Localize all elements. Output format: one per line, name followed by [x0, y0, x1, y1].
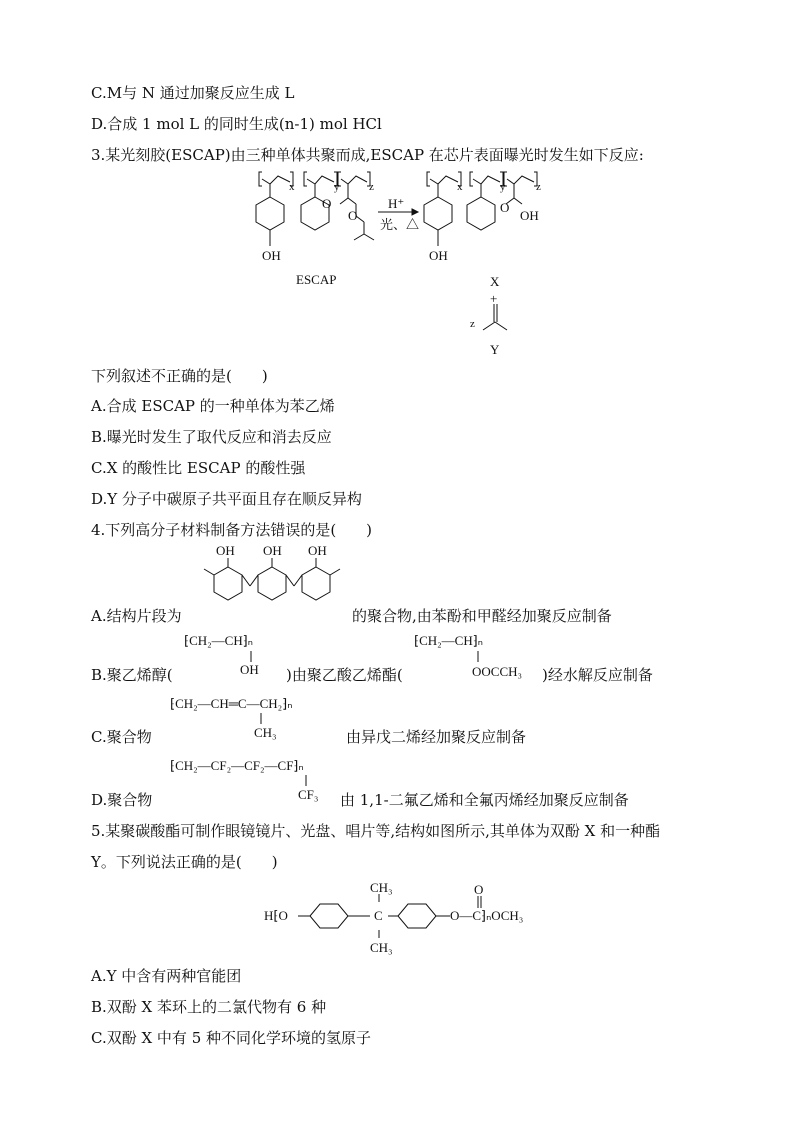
x-carbonyl-o: O	[500, 200, 510, 215]
x-z-sub: z	[536, 181, 541, 193]
escap-z-sub: z	[369, 181, 374, 193]
q4-option-c-pre: C.聚合物	[91, 728, 152, 746]
poly-c-chain: ⁅CH₂—CH═C—CH₂⁆ₙ	[170, 696, 293, 711]
q4-option-a-pre: A.结构片段为	[91, 607, 182, 625]
question-5-stem-2: Y。下列说法正确的是( )	[91, 853, 278, 871]
q4-option-b-pre: B.聚乙烯醇(	[91, 666, 173, 684]
condition-light-heat: 光、△	[380, 217, 420, 232]
resin-oh-1: OH	[216, 543, 235, 558]
resin-oh-3: OH	[308, 543, 327, 558]
pc-methyl-bottom: CH₃	[370, 940, 393, 955]
question-5-stem-1: 5.某聚碳酸酯可制作眼镜镜片、光盘、唱片等,结构如图所示,其单体为双酚 X 和一种酯	[91, 822, 661, 840]
x-y-sub: y	[500, 181, 506, 193]
escap-oh-label: OH	[262, 248, 281, 263]
y-label: Y	[490, 342, 500, 357]
x-label: X	[490, 274, 500, 289]
y-z-label: z	[470, 318, 475, 330]
pva-chain: ⁅CH₂—CH⁆ₙ	[184, 633, 253, 648]
q3-option-b: B.曝光时发生了取代反应和消去反应	[91, 428, 332, 446]
q4-option-d-pre: D.聚合物	[91, 791, 153, 809]
q4-option-b-mid: )由聚乙酸乙烯酯(	[286, 666, 403, 684]
q3-option-d: D.Y 分子中碳原子共平面且存在顺反异构	[91, 490, 362, 508]
resin-oh-2: OH	[263, 543, 282, 558]
x-oh-label: OH	[429, 248, 448, 263]
pc-methyl-top: CH₃	[370, 880, 393, 895]
question-3-stem: 3.某光刻胶(ESCAP)由三种单体共聚而成,ESCAP 在芯片表面曝光时发生如下反应:	[91, 146, 644, 164]
pc-quaternary-c: C	[374, 908, 383, 923]
plus-sign: +	[490, 291, 498, 306]
poly-d-chain: ⁅CH₂—CF₂—CF₂—CF⁆ₙ	[170, 758, 304, 773]
q4-option-b-post: )经水解反应制备	[542, 666, 653, 684]
q5-option-b: B.双酚 X 苯环上的二氯代物有 6 种	[91, 998, 327, 1016]
q5-option-a: A.Y 中含有两种官能团	[91, 967, 242, 985]
poly-c-methyl: CH₃	[254, 725, 277, 740]
option-c-line: C.M与 N 通过加聚反应生成 L	[91, 84, 295, 102]
escap-x-sub: x	[289, 181, 295, 193]
option-d-line: D.合成 1 mol L 的同时生成(n-1) mol HCl	[91, 115, 382, 133]
escap-carbonyl-o: O	[322, 196, 332, 211]
escap-ester-o: O	[348, 208, 358, 223]
q3-option-c: C.X 的酸性比 ESCAP 的酸性强	[91, 459, 306, 477]
pc-carbonate-end: O—C⁆ₙOCH₃	[450, 908, 524, 923]
x-cooh-oh: OH	[520, 208, 539, 223]
pvac-chain: ⁅CH₂—CH⁆ₙ	[414, 633, 483, 648]
pvac-group: OOCCH₃	[472, 664, 523, 679]
pc-h-end: H⁅O	[264, 908, 288, 923]
q5-option-c: C.双酚 X 中有 5 种不同化学环境的氢原子	[91, 1029, 372, 1047]
pva-oh: OH	[240, 662, 259, 677]
q3-option-a: A.合成 ESCAP 的一种单体为苯乙烯	[91, 397, 335, 415]
question-4-stem: 4.下列高分子材料制备方法错误的是( )	[91, 521, 373, 539]
q4-option-d-post: 由 1,1-二氟乙烯和全氟丙烯经加聚反应制备	[340, 791, 629, 809]
escap-y-sub: y	[334, 181, 340, 193]
x-x-sub: x	[457, 181, 463, 193]
q4-option-a-post: 的聚合物,由苯酚和甲醛经加聚反应制备	[352, 607, 612, 625]
reagent-hplus: H⁺	[388, 196, 405, 211]
q4-option-c-post: 由异戊二烯经加聚反应制备	[346, 728, 527, 746]
question-3-prompt: 下列叙述不正确的是( )	[91, 367, 268, 385]
pc-carbonyl-o: O	[474, 882, 484, 897]
poly-d-cf3: CF₃	[298, 787, 319, 802]
escap-label: ESCAP	[296, 272, 337, 287]
